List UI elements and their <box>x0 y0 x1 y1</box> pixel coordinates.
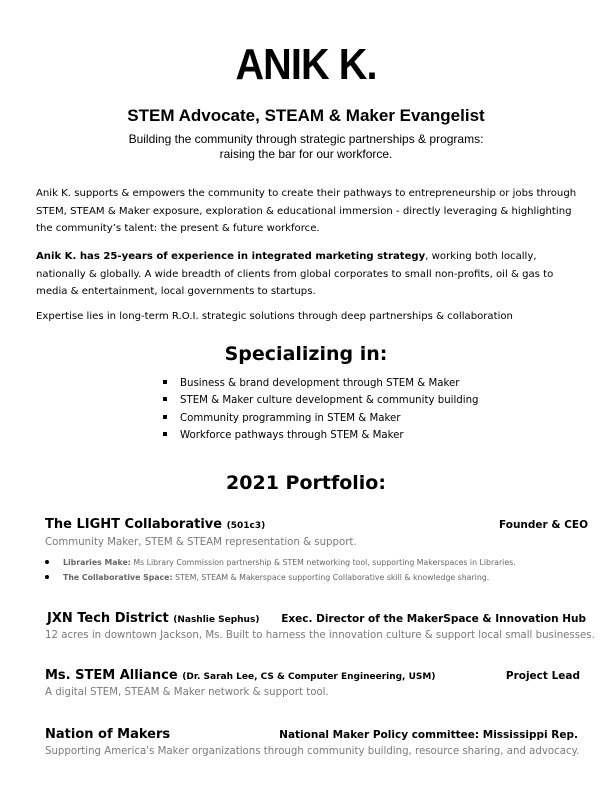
list-item: STEM & Maker culture development & community building <box>163 395 479 412</box>
bullet-square-icon <box>163 415 167 419</box>
portfolio-role: Project Lead <box>505 670 580 682</box>
bullet-dot-icon <box>45 575 49 579</box>
specializing-list <box>163 378 479 447</box>
portfolio-role: Founder & CEO <box>499 519 588 531</box>
experience-highlight: Anik K. has 25-years of experience in integrated marketing strategy <box>36 251 426 262</box>
list-item: Workforce pathways through STEM & Maker <box>163 430 479 447</box>
professional-title: STEM Advocate, STEAM & Maker Evangelist <box>127 106 485 125</box>
summary-paragraph-3: Expertise lies in long-term R.O.I. strategic solutions through deep partnerships & collaboration <box>36 311 513 322</box>
bullet-square-icon <box>163 397 167 401</box>
bullet-square-icon <box>163 432 167 436</box>
bullet-square-icon <box>163 380 167 384</box>
bullet-dot-icon <box>45 560 49 564</box>
tagline-line-2: raising the bar for our workforce. <box>219 147 393 161</box>
tagline-line-1: Building the community through strategic partnerships & programs: <box>128 132 484 146</box>
portfolio-role: National Maker Policy committee: Mississippi Rep. <box>279 729 578 741</box>
person-name: ANIK K. <box>235 40 377 89</box>
portfolio-org-nation-of-makers: Nation of Makers <box>45 727 171 742</box>
summary-paragraph-2 <box>36 248 581 301</box>
list-item: Community programming in STEM & Maker <box>163 413 479 430</box>
portfolio-subitem: The Collaborative Space: STEM, STEAM & Makerspace supporting Collaborative skill & knowledge sharing. <box>45 573 489 582</box>
portfolio-description: Community Maker, STEM & STEAM representation & support. <box>45 537 357 548</box>
portfolio-org-light-collaborative: The LIGHT Collaborative (501c3) <box>45 517 266 532</box>
portfolio-org-ms-stem-alliance: Ms. STEM Alliance (Dr. Sarah Lee, CS & Computer Engineering, USM) <box>45 668 436 683</box>
portfolio-heading: 2021 Portfolio: <box>226 472 386 494</box>
summary-paragraph-1: Anik K. supports & empowers the community to create their pathways to entrepreneurship or jobs through STEM, STEAM & Maker exposure, exploration & educational immersion - directly leveraging & highlighting the community’s talent: the present & future workforce. <box>36 188 577 234</box>
experience-detail: , working both locally, nationally & globally. A wide breadth of clients from global corporates to small non-profits, oil & gas to media & entertainment, local governments to startups. <box>36 251 554 297</box>
portfolio-description: A digital STEM, STEAM & Maker network & support tool. <box>45 687 329 698</box>
portfolio-role: Exec. Director of the MakerSpace & Innovation Hub <box>281 613 586 625</box>
portfolio-org-jxn-tech-district: JXN Tech District (Nashlie Sephus) <box>47 611 260 626</box>
specializing-heading: Specializing in: <box>224 343 388 365</box>
portfolio-subitem: Libraries Make: Ms Library Commission partnership & STEM networking tool, supporting Makerspaces in Libraries. <box>45 558 516 567</box>
portfolio-description: Supporting America's Maker organizations through community building, resource sharing, and advocacy. <box>45 746 580 757</box>
portfolio-description: 12 acres in downtown Jackson, Ms. Built to harness the innovation culture & support local small businesses. <box>45 630 595 641</box>
list-item: Business & brand development through STEM & Maker <box>163 378 479 395</box>
